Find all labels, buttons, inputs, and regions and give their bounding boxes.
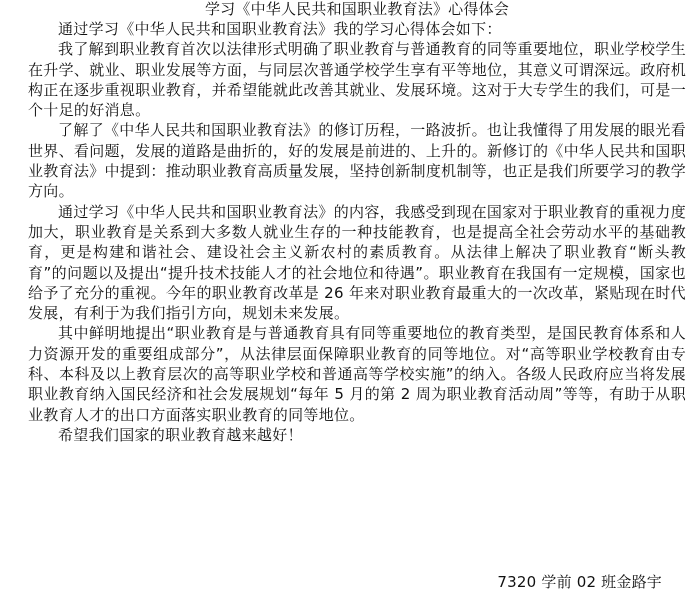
paragraph-closing-wish: 希望我们国家的职业教育越来越好！ bbox=[58, 425, 303, 444]
paragraph-legal-status: 我了解到职业教育首次以法律形式明确了职业教育与普通教育的同等重要地位，职业学校学生在升学、就业、职业发展等方面，与同层次普通学校学生享有平等地位，其意义可谓深远。政府机构正在逐步重视职业教育，并希望能就此改善其就业、发展环境。这对于大专学生的我们，可是一个十足的好消息。 bbox=[28, 40, 686, 120]
paragraph-national-emphasis: 通过学习《中华人民共和国职业教育法》的内容，我感受到现在国家对于职业教育的重视力度加大，职业教育是关系到大多数人就业生存的一种技能教育，也是提高全社会劳动水平的基础教育，更是构建和谐社会、建设社会主义新农村的素质教育。从法律上解决了职业教育“断头教育”的问题以及提出“提升技术技能人才的社会地位和待遇”。职业教育在我国有一定规模，国家也给予了充分的重视。今年的职业教育改革是 26 年来对职业教育最重大的一次改革，紧贴现在时代发展，有利于为我们指引方向，规划未来发展。 bbox=[28, 202, 686, 323]
paragraph-equal-status: 其中鲜明地提出“职业教育是与普通教育具有同等重要地位的教育类型，是国民教育体系和人力资源开发的重要组成部分”，从法律层面保障职业教育的同等地位。对“高等职业学校教育由专科、本科及以上教育层次的高等职业学校和普通高等学校实施”的纳入。各级人民政府应当将发展职业教育纳入国民经济和社会发展规划“每年 5 月的第 2 周为职业教育活动周”等等，有助于从职业教育人才的出口方面落实职业教育的同等地位。 bbox=[28, 324, 686, 424]
author-signature: 7320 学前 02 班金路宇 bbox=[497, 573, 662, 591]
paragraph-revision-history: 了解了《中华人民共和国职业教育法》的修订历程，一路波折。也让我懂得了用发展的眼光看世界、看问题，发展的道路是曲折的，好的发展是前进的、上升的。新修订的《中华人民共和国职业教育法》中提到：推动职业教育高质量发展，坚持创新制度机制等，也正是我们所要学习的教学方向。 bbox=[28, 121, 686, 201]
paragraph-intro: 通过学习《中华人民共和国职业教育法》我的学习心得体会如下： bbox=[58, 20, 502, 38]
document-title: 学习《中华人民共和国职业教育法》心得体会 bbox=[204, 0, 509, 18]
